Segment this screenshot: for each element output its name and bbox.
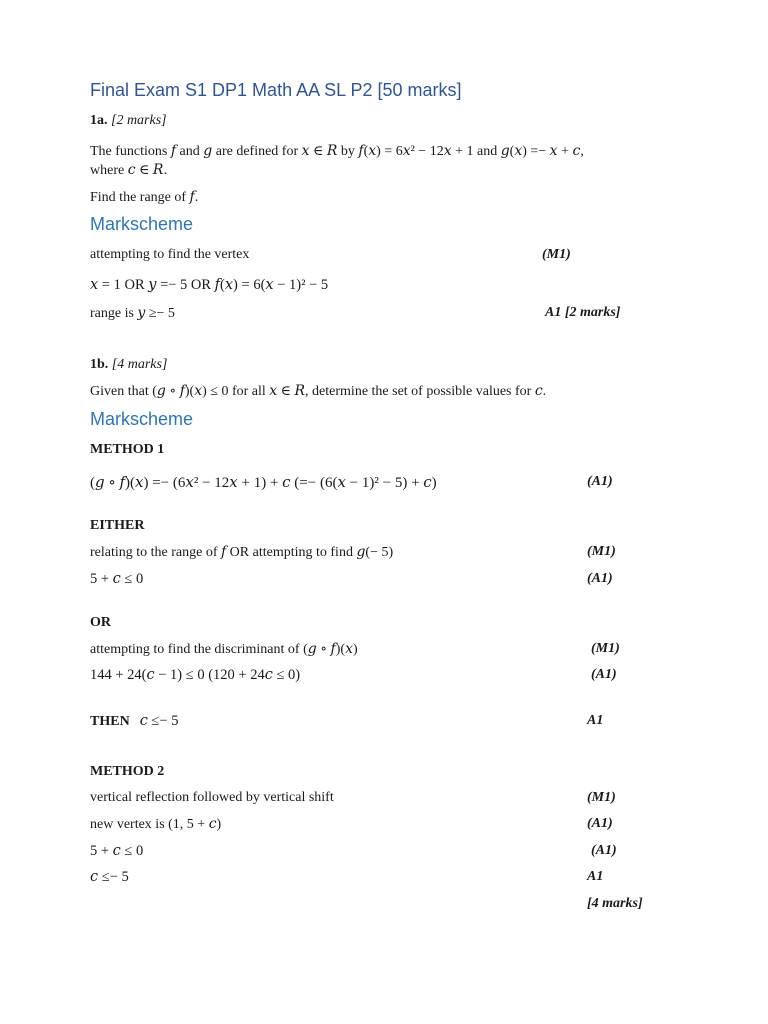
markscheme-step: 𝑥 = 1 OR 𝑦 =− 5 OR 𝑓(𝑥) = 6(𝑥 − 1)² − 5: [90, 277, 329, 293]
question-number: 1b.: [90, 357, 109, 372]
mark-code: (M1): [542, 247, 571, 262]
markscheme-step: new vertex is (1, 5 + 𝑐): [90, 817, 222, 832]
question-marks: [4 marks]: [111, 357, 168, 372]
then-expression: 𝑐 ≤− 5: [139, 713, 179, 729]
page-title: Final Exam S1 DP1 Math AA SL P2 [50 marks]: [90, 80, 462, 100]
mark-code: (A1): [587, 474, 613, 489]
mark-code: (A1): [587, 816, 613, 831]
question-text-line-2: where 𝑐 ∈ 𝑅.: [90, 163, 167, 178]
mark-code: (M1): [587, 544, 616, 559]
markscheme-step: 5 + 𝑐 ≤ 0: [90, 571, 144, 587]
question-1a-label: [90, 113, 167, 129]
question-1b-label: [90, 357, 167, 373]
or-label: OR: [90, 615, 111, 630]
markscheme-step: range is 𝑦 ≥− 5: [90, 306, 175, 321]
mark-code: A1: [587, 713, 604, 728]
either-label: EITHER: [90, 518, 145, 533]
question-marks: [2 marks]: [111, 113, 167, 128]
markscheme-step: attempting to find the discriminant of (𝑔 ∘ 𝑓)(𝑥): [90, 642, 358, 657]
markscheme-heading: Markscheme: [90, 409, 194, 429]
mark-code: A1 [2 marks]: [545, 305, 621, 320]
markscheme-step: vertical reflection followed by vertical shift: [90, 790, 334, 805]
question-prompt: Find the range of 𝑓.: [90, 190, 199, 205]
total-marks: [4 marks]: [587, 896, 643, 911]
then-line: [90, 712, 178, 730]
markscheme-step: attempting to find the vertex: [90, 247, 250, 262]
then-label: THEN: [90, 714, 130, 729]
markscheme-step: 5 + 𝑐 ≤ 0: [90, 843, 144, 859]
markscheme-heading: Markscheme: [90, 214, 194, 234]
markscheme-step: 𝑐 ≤− 5: [90, 869, 129, 885]
mark-code: A1: [587, 869, 604, 884]
question-number: 1a.: [90, 113, 108, 128]
mark-code: (A1): [587, 571, 613, 586]
mark-code: (A1): [591, 667, 617, 682]
mark-code: (M1): [591, 641, 620, 656]
markscheme-step: (𝑔 ∘ 𝑓)(𝑥) =− (6𝑥² − 12𝑥 + 1) + 𝑐 (=− (6(𝑥 − 1)² − 5) + 𝑐): [90, 475, 437, 491]
mark-code: (A1): [591, 843, 617, 858]
question-prompt: Given that (𝑔 ∘ 𝑓)(𝑥) ≤ 0 for all 𝑥 ∈ 𝑅, determine the set of possible values for 𝑐.: [90, 384, 547, 399]
mark-code: (M1): [587, 790, 616, 805]
method-label: METHOD 1: [90, 442, 165, 457]
markscheme-step: relating to the range of 𝑓 OR attempting to find 𝑔(− 5): [90, 545, 394, 560]
method-label: METHOD 2: [90, 764, 165, 779]
question-text-line-1: The functions 𝑓 and 𝑔 are defined for 𝑥 ∈ 𝑅 by 𝑓(𝑥) = 6𝑥² − 12𝑥 + 1 and 𝑔(𝑥) =− 𝑥 + 𝑐,: [90, 144, 584, 159]
markscheme-step: 144 + 24(𝑐 − 1) ≤ 0 (120 + 24𝑐 ≤ 0): [90, 667, 301, 683]
